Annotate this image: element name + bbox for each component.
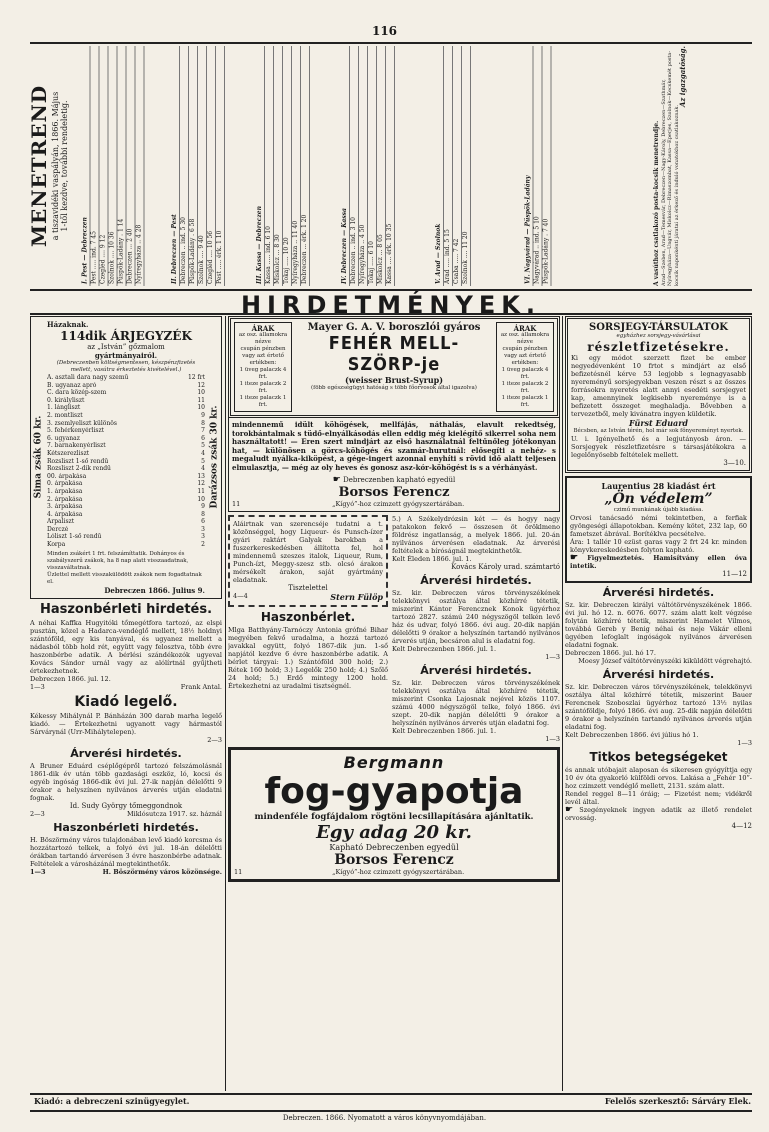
price-item xyxy=(47,533,205,541)
mayer-price-line: 1 iteze palaczk 1 frt. xyxy=(239,395,287,408)
price-item-price: 6 xyxy=(201,434,205,442)
mayer-note: (föbb egészségügyi hatóság s több főorvosok által igazolva) xyxy=(311,385,477,391)
arv5-date: Kelt Debreczenben 1866. évi július hó 1. xyxy=(565,731,699,739)
mayer-price-line: 1 iteze palaczk 2 frt. xyxy=(239,381,287,394)
col2-right-sub xyxy=(392,515,560,743)
stern-ad xyxy=(228,515,388,607)
arveres1-title: Árverési hirdetés. xyxy=(70,746,182,760)
timetable-row: Szolnok .... 10 36 xyxy=(108,46,117,286)
arveres2-title: Árverési hirdetés. xyxy=(420,573,532,587)
haszon-title: Haszonbérleti hirdetés. xyxy=(39,601,213,617)
price-item-price: 10 xyxy=(197,389,205,397)
sorsjegy-title: SORSJEGY-TÁRSULATOK xyxy=(589,322,728,333)
titkos-num: 4—12 xyxy=(731,822,752,830)
timetable-column xyxy=(410,44,495,288)
price-item-name: B. ugyanaz apró xyxy=(47,381,97,389)
price-item xyxy=(47,374,205,382)
laur-text: Orvosi tanácsadó némi tekintetben, a ferfiak gyöngeségi állapotokban. Kemény kötet, 232 lap, 60 fametszet ábrával. Borítéklva pecsételve. xyxy=(570,514,747,538)
kiado-title: Kiadó legelő. xyxy=(74,693,178,710)
timetable-row: Debreczen ... érk. 1 20 xyxy=(300,46,309,286)
timetable-row: Nagyvárad .. ind. 5 10 xyxy=(533,46,542,286)
price-item-name: Árpaliszt xyxy=(47,518,75,526)
timetable-column-header: IV. Debreczen — Kassa xyxy=(341,46,350,286)
timetable-row: Kassa ..... ind. 6 10 xyxy=(264,46,273,286)
laur-num: 11—12 xyxy=(722,570,747,578)
price-item xyxy=(47,503,205,511)
pointing-hand-icon: ☛ xyxy=(332,474,341,485)
arv5-text: Sz. kir. Debreczen város törvényszékének, telekkönyvi osztálya által közhírré tétetik, miszerint Bauer Ferencnek Szoboszlai ügyérhoz tartozó 13½ nyilas szántóföldje, folyó 1866. évi aug. 25-dik napján délelőtti 9 órakor a helyszínén tartandó nyilvános árverés utján eladatni fog. xyxy=(565,683,752,731)
price-item-price: 10 xyxy=(197,404,205,412)
mayer-ad-body xyxy=(228,418,560,512)
mayer-product: FEHÉR MELL-SZÖRP-je xyxy=(328,333,460,375)
timetable-row: Pest ..... érk. 1 10 xyxy=(215,46,224,286)
timetable-title: MENETREND xyxy=(27,84,51,248)
laur-sub: czimű munkának újabb kiadása. xyxy=(613,507,704,513)
mayer-price-line: vagy azt értető ertékben: xyxy=(504,353,546,366)
arveres2-num-row: 1—3 xyxy=(545,652,560,661)
kiado-text: Kékessy Mihálynál P. Bánházán 300 darab marha legelő kiadó. — Értekezhetni ugyanott vagy hármastól Sárvárynál (Urr-Mihálytelepen). xyxy=(30,711,222,736)
timetable-column xyxy=(155,44,240,288)
stern-greet: Tisztelettel xyxy=(288,583,328,592)
price-item xyxy=(47,435,205,443)
price-item-name: 5. fehérkenyérliszt xyxy=(47,427,105,435)
mayer-sold: ☛ Debreczenben kapható egyedül xyxy=(332,474,456,485)
price-item xyxy=(47,420,205,428)
price-item xyxy=(47,541,205,549)
timetable-row: Miskolcz ... 8 30 xyxy=(273,46,282,286)
column-divider xyxy=(562,316,563,1091)
laur-warn: ☛ Figyelmeztetés. Hamisítvány ellen óva intetik. xyxy=(570,553,747,570)
haszon2-text: H. Böszörmény város tulajdonában levő kiadó korcsma és hozzátartozó telkek, a folyó évi jul. 18-án délelőtti órákban tartandó árverésen 3 évre haszonbérbe adatnak. Feltételek a városházánál megtekinthetők. xyxy=(30,835,222,868)
price-item-price: 12 xyxy=(197,480,205,488)
pricelist-sub2: gyártmányairól. xyxy=(94,351,158,360)
pricelist-footer: Minden zsákért 1 frt. felszámíttatik. Dohányos és szabályszerű zsákok, ha 8 nap alatt visszaadatnak, visszaváltatnak. xyxy=(47,550,189,571)
mayer-price-line: vagy azt értető ertékben: xyxy=(242,353,284,366)
arv4-sign: Moesy József váltótörvényszéki kiküldött végrehajtó. xyxy=(578,657,752,665)
pricelist-footer2: Üzlettel mellett visszakülödött zsákok nem fogadtatnak el. xyxy=(47,571,202,585)
price-item xyxy=(47,389,205,397)
timetable-row: Püspök-Ladány . 6 58 xyxy=(188,46,197,286)
mayer-left-prices: ÁRAK az osz. államokra nézve csupán pénzben vagy azt értető ertékben: 1 üveg palaczk 4 frt. 1 iteze palaczk 2 frt. 1 iteze palaczk 1 frt. xyxy=(234,322,292,412)
arveres3-num-row: 1—3 xyxy=(545,734,560,743)
price-item xyxy=(47,382,205,390)
price-item-price: 12 xyxy=(197,381,205,389)
price-item-price: 5 xyxy=(201,442,205,450)
sorsjegy-note: U. i. Igényelhető és a legjutányosb áron. — Sorsjegyek részletfizetésre s társasjátékokra a legelőnyösebb feltételek mellett. xyxy=(571,435,746,459)
pricelist-ad xyxy=(30,316,222,599)
price-item-name: Rozsliszt 2-dik rendű xyxy=(47,465,111,473)
price-item-name: 1. lángliszt xyxy=(47,404,81,412)
price-item-name: Lóliszt 1-ső rendű xyxy=(47,533,102,541)
column-middle xyxy=(228,316,560,1091)
price-item-name: 3. árpakása xyxy=(47,503,83,511)
price-item-price: 9 xyxy=(201,411,205,419)
sorsjegy-sub: egyházhez sorsjegy-vásárlásai xyxy=(616,333,701,339)
bergmann-ad xyxy=(228,747,560,882)
footer-bottom-rule xyxy=(30,1110,752,1112)
timetable-row: Püspök-Ladány . 7 40 xyxy=(542,46,551,286)
timetable-row: Nyíregyháza .. 4 28 xyxy=(135,46,144,286)
price-item xyxy=(47,496,205,504)
price-item xyxy=(47,465,205,473)
mayer-price-line: az osz. államokra nézve xyxy=(238,332,288,345)
price-item-price: 13 xyxy=(197,472,205,480)
timetable xyxy=(27,44,752,288)
price-item xyxy=(47,511,205,519)
price-item-price: 4 xyxy=(201,449,205,457)
mayer-body: mindennemű idült köhögések, mellfájás, náthalás, elavult rekedtség, torokbántalmak s tüdő-elnyálkásodás ellen eddig még kielégítő sikerrel soha nem használtatott! — Eren szert mindjárt az első használatnál feltűnőleg jótékonyan hat, — különösen a görcs-köhögés és szamár-hurutnál: elősegíti a nehéz- s megaludt nyálka-kiköpést, a gége-ingert azonnal enyhíti s rövid idő alatt teljesen elmulasztja, — még az oly heves és gonosz asz-kór-köhögést is s a vérhányást. xyxy=(232,420,556,472)
arv4-text: Sz. kir. Debreczen királyi váltótörvényszékének 1866. évi jul. hó 12. n. 6076. 6077. szám alatt kelt végzése folytán közhírré tétetik, miszerint Hamelet Vilmos, továbbá Gereb y Benig néhai és neje Vákár elleni ügyében lefoglalt ingóságok nyilvános árverésen eladatni fognak. xyxy=(565,601,752,649)
price-item-price: 2 xyxy=(201,541,205,549)
price-item-price: 4 xyxy=(201,465,205,473)
timetable-column-header: I. Pest — Debreczen xyxy=(81,46,90,286)
titkos-hours: Rendel reggel 8—11 óráig; — Fizetést nem; vidékről levél által. xyxy=(565,790,752,806)
pricelist-note: (Debreczenben költségmentesen, készpénzfizetés mellett, vasútra érkeztetés kivételével.) xyxy=(56,360,196,373)
mayer-price-line: 1 iteze palaczk 2 frt. xyxy=(501,381,549,394)
price-item xyxy=(47,442,205,450)
price-item-price: 11 xyxy=(197,396,205,404)
arveres2-text: Sz. kir. Debreczen város törvényszékének telekkönyvi osztálya által közhírré tétetik, miszerint Kántor Ferencznek Konok ügyérhoz tartozó 2827. számú 240 négyszögöl telkén levő ház és udvar, folyó 1866. évi aug. 20-dik napján délelőtti 9 órakor a helyszínén tartandó nyilvános árverés utján, becsáron alul is eladatni fog. xyxy=(392,588,560,645)
stern-text: Aláirtnak van szerencséje tudatni a t. közönséggel, hogy Liqueur- és Punsch-ízer gyári raktárt Galyak barokban a fuszerkereskedésben állította fel, hol mindennemű szeszes italok, Liqueur, Rum, Punch-ízt, Meggy-szesz stb. olcsó árakon mérsékelt árakon, saját gyártmány eladatnak. xyxy=(233,519,383,584)
timetable-subtitle-2: 1-től kezdve, további rendeletig. xyxy=(60,100,69,232)
haszon3-title: Haszonbérlet. xyxy=(260,609,356,624)
price-item-name: 2. árpakása xyxy=(47,495,83,503)
timetable-column xyxy=(70,44,155,288)
price-item xyxy=(47,404,205,412)
sorsjegy-text: Ki egy módot szerzett fizet be ember negyedévenként 10 frtot s mindjárt az első befizetésnél kérve 53 legjobb s legnagyasabb nyereményű sorsjegyekban veszen részt s az összes forrásokra nyeretés alatt annyi esedéti sorsjegyet kap, amennyinek legkisebb nyereménye is a befizetett összeget meghaladja. Bővebben a tervezetből, mely kivánatra ingyen küldetik. xyxy=(571,354,746,418)
price-item xyxy=(47,473,205,481)
bergmann-seller-row: 11 „Kígyó”-hoz czimzett gyógyszertárában. xyxy=(234,867,465,876)
timetable-column-header: III. Kassa — Debreczen xyxy=(256,46,265,286)
price-item-name: 6. ugyanaz xyxy=(47,434,80,442)
mayer-name: Mayer G. A. V. boroszlói gyáros xyxy=(307,322,481,333)
titkos-poor: ☛ Szegényeknek ingyen adatik az illető rendelet orvosság. xyxy=(565,805,752,822)
sorsjegy-num: 3—10. xyxy=(723,459,746,467)
price-item xyxy=(47,480,205,488)
price-item-price: 3 xyxy=(201,533,205,541)
bergmann-sold: Kapható Debreczenben egyedül xyxy=(329,842,459,852)
haszon-sign-row: 1—3 Frank Antal. xyxy=(30,682,222,691)
arv5-num-row: 1—3 xyxy=(737,739,752,747)
timetable-row: Nyíregyháza .. 11 40 xyxy=(291,46,300,286)
mayer-price-line: 1 üveg palaczk 4 frt. xyxy=(239,367,287,380)
timetable-column xyxy=(325,44,410,288)
bergmann-seller: Borsos Ferencz xyxy=(334,851,454,868)
arv5-title: Árverési hirdetés. xyxy=(602,668,715,681)
price-item-price: 5 xyxy=(201,457,205,465)
price-item-name: 0. királyliszt xyxy=(47,396,85,404)
mayer-price-line: csupán pénzben xyxy=(240,346,286,352)
price-item-price: 8 xyxy=(201,510,205,518)
stern-sign-row: 4—4 Stern Fülöp xyxy=(233,591,383,602)
szekel-sign: Kovács Károly urad. számtartó xyxy=(451,562,560,571)
price-item-name: 1. árpakása xyxy=(47,487,83,495)
footer-imprint: Debreczen. 1866. Nyomatott a város könyvnyomdájában. xyxy=(282,1114,487,1122)
masthead-bottom-rule xyxy=(30,313,752,315)
pricelist-tag: Házaknak. xyxy=(47,320,89,329)
price-item xyxy=(47,450,205,458)
price-item-name: Derczé xyxy=(47,525,69,533)
bergmann-sub: mindenféle fogfájdalom rögtöni lecsillapítására ajánltatik. xyxy=(254,811,534,822)
price-item xyxy=(47,518,205,526)
timetable-column-header: V. Arad — Szolnok xyxy=(435,46,444,286)
pointing-hand-icon: ☛ xyxy=(570,553,579,563)
price-item xyxy=(47,458,205,466)
timetable-row: Csaba ..... 7 42 xyxy=(452,46,461,286)
arveres2-date: Kelt Debreczenben 1866. jul. 1. xyxy=(392,644,497,653)
arveres3-text: Sz. kir. Debreczen város törvényszékének telekkönyvi osztálya által közhírré tétetik, miszerint Csonka Lajosnak nejével közös 1107. számú 4000 négyszögöl telke, folyó 1866. évi szept. 20-dik napján délelőtti 9 órakor a helyszínén nyilvános árverés utján eladatni fog. xyxy=(392,678,560,727)
pricelist-side-right: Darázsos zsák 30 kr. xyxy=(209,405,220,509)
price-item-name: C. dara közép-szem xyxy=(47,389,107,397)
price-item-name: 7. barnakenyérliszt xyxy=(47,442,106,450)
price-item-price: 6 xyxy=(201,518,205,526)
price-item-price: 7 xyxy=(201,427,205,435)
arv4-title: Árverési hirdetés. xyxy=(602,586,715,599)
price-item-price: 12 frt xyxy=(187,374,205,381)
price-item xyxy=(47,427,205,435)
timetable-row: Pest ..... ind. 7 45 xyxy=(90,46,99,286)
timetable-row: Czegléd .... 9 12 xyxy=(99,46,108,286)
sorsjegy-sign: Fürst Eduard xyxy=(628,418,689,428)
laur-price: Ára: 1 tallér 10 ezüst garas vagy 2 frt 24 kr. minden könyvkereskedésben folyton kapható. xyxy=(570,538,747,554)
timetable-row: Czegléd .... 10 56 xyxy=(206,46,215,286)
arveres1-sign: Id. Sudy György tőmeggondnok xyxy=(69,801,183,810)
column-right xyxy=(565,316,752,1091)
price-item-name: A. asztali dara nagy szemű xyxy=(47,374,129,381)
szekel-date: Kelt Éleden 1866. jul. 1. xyxy=(392,554,472,563)
price-item xyxy=(47,397,205,405)
bergmann-name: Bergmann xyxy=(343,752,445,772)
mayer-price-line: 1 üveg palaczk 4 frt. xyxy=(501,367,549,380)
footer-right: Felelős szerkesztő: Sárváry Elek. xyxy=(604,1096,751,1106)
price-list xyxy=(47,374,205,549)
laur-title: „Ön védelem” xyxy=(604,491,713,507)
timetable-row: Miskolcz ... 8 05 xyxy=(376,46,385,286)
timetable-title-block xyxy=(27,44,69,288)
mayer-seller-row: 11 „Kígyó”-hoz czimzett gyógyszertárában. xyxy=(232,499,465,508)
price-item-name: 4. árpakása xyxy=(47,510,83,518)
timetable-row: Debreczen .. ind. 3 10 xyxy=(349,46,358,286)
price-item-name: 00. árpakása xyxy=(47,472,87,480)
sorsjegy-big: részletfizetésekre. xyxy=(587,340,730,354)
mayer-right-prices: ÁRAK az osz. államokra nézve csupán pénzben vagy azt értető ertékben: 1 üveg palaczk 4 frt. 1 iteze palaczk 2 frt. 1 iteze palaczk 1 frt. xyxy=(496,322,554,412)
haszon2-title: Haszonbérleti hirdetés. xyxy=(53,820,199,834)
haszon3-text: Mlga Batthyány-Tarnóczy Antonia grófné Bihar megyében fekvő uradalma, a hozzá tartozó javakkal együtt, folyó 1867-dik jun. 1-ső napjától kezdve 6 évre haszonbérbe adatik. A bérlet tárgyai: 1.) Szántóföld 300 hold; 2.) Rétek 160 hold; 3.) Legelők 250 hold; 4.) Szőlő 24 hold; 5.) Erdő mintegy 1200 hold. Értekezhetni az uradalmi tisztségnél. xyxy=(228,625,388,690)
mayer-price-line: csupán pénzben xyxy=(502,346,548,352)
arveres1-loc-row: 2—3 Miklósutcza 1917. sz. háznál xyxy=(30,809,222,818)
price-item xyxy=(47,488,205,496)
arveres3-title: Árverési hirdetés. xyxy=(420,663,532,677)
titkos-text: és annak utóbajait alaposan és sikeresen gyógyíttja egy 10 év óta gyakorló külföldi orvos. Lakása a „Fehér 10”-hoz czimzett vendéglő mellett, 2131. szám alatt. xyxy=(565,766,752,790)
sorsjegy-ad xyxy=(565,316,752,473)
timetable-row: Debreczen .. ind. 5 30 xyxy=(179,46,188,286)
haszon2-sign-row: 1—3 H. Böszörmény város közönsége. xyxy=(30,867,222,876)
price-item-name: Kétszerezliszt xyxy=(47,449,90,457)
laurentius-ad xyxy=(565,476,752,583)
sorsjegy-addr: Bécsben, az István térén, hol már sok főnyereményt nyertek. xyxy=(573,428,744,434)
timetable-column xyxy=(240,44,325,288)
column-divider xyxy=(225,316,226,1091)
mayer-ad xyxy=(228,316,560,418)
timetable-row: Szolnok .... 9 40 xyxy=(197,46,206,286)
mayer-sub: (weisser Brust-Syrup) xyxy=(344,375,444,385)
pricelist-title: 114dik ÁRJEGYZÉK xyxy=(60,329,192,343)
footer-left: Kiadó: a debreczeni szinügyegylet. xyxy=(34,1096,190,1106)
price-item xyxy=(47,526,205,534)
haszon-text: A néhai Kaffka Hugyitóki tőmegétfora tartozó, az elspi pusztán, közel a Hadarca-vendéglő mellett, 18½ holdnyi szántóföld, egy kis tanyával, és ugyanez mellett a nádasból több hold rét, együtt vagy felosztva, több évre haszonbérbe adatik. A bérlési szándékozók ugyeval Kovács Sándor urnál vagy az alólírtnál gyűjtheti értekezhetnek. xyxy=(30,618,222,675)
timetable-column-header: VI. Nagyvárad — Püspök-Ladány xyxy=(524,46,533,286)
pricelist-date: Debreczen 1866. Julius 9. xyxy=(104,585,205,595)
notes-footer: Az igazgatóság. xyxy=(677,46,687,108)
mayer-price-line: az osz. államokra nézve xyxy=(500,332,550,345)
price-item-name: 3. zsemlyeliszt különös xyxy=(47,419,117,427)
timetable-row: Nyíregyháza .. 4 50 xyxy=(358,46,367,286)
arveres3-date: Kelt Debreczenben 1866. jul. 1. xyxy=(392,726,497,735)
price-item-name: 0. árpakása xyxy=(47,480,83,488)
notes-title: A vasúthoz csatlakozó posta-kocsik menetrendje. xyxy=(652,120,660,286)
pointing-hand-icon: ☛ xyxy=(565,805,574,815)
price-item-price: 3 xyxy=(201,525,205,533)
price-item-price: 10 xyxy=(197,495,205,503)
col2-left-sub xyxy=(228,515,388,743)
titkos-title: Titkos betegségeket xyxy=(589,750,728,764)
bergmann-product: fog-gyapotja xyxy=(264,770,524,812)
price-item-name: Korpa xyxy=(47,541,66,549)
price-item-price: 11 xyxy=(197,487,205,495)
notes-text: Arad—Szeben, Arad—Temesvár, Debreczen—Nagy-Károly, Debreczen—Szathmár, Nyíregyháza—Ungvár, Miskolcz—Rimaszombat, Kassa—Eperjes, Szolnok—Kecskemét posta-kocsik naponkénti járatai az érkező és induló vonatokhoz csatlakoznak. xyxy=(660,50,680,286)
timetable-column-header: II. Debreczen — Pest xyxy=(171,46,180,286)
laur-head: Laurentius 28 kiadást ért xyxy=(601,481,716,491)
kiado-num-row: 2—3 xyxy=(207,735,222,744)
masthead: HIRDETMÉNYEK. xyxy=(240,291,542,319)
mayer-price-line: 1 iteze palaczk 1 frt. xyxy=(501,395,549,408)
timetable-subtitle-1: a tiszavidéki vaspályán, 1866. Május xyxy=(51,91,60,241)
bergmann-price: Egy adag 20 kr. xyxy=(316,821,472,843)
price-item-name: 2. montliszt xyxy=(47,411,83,419)
timetable-column xyxy=(495,44,580,288)
arv4-date: Debreczen 1866. jul. hó 17. xyxy=(565,649,656,657)
mayer-seller: Borsos Ferencz xyxy=(338,484,450,500)
timetable-row: Debreczen ... 2 40 xyxy=(126,46,135,286)
szekel-text: 5.) A Székelydrózsin két — és hogyy nagy patakokon fekvő — összesen öt öröklmeno földrész ingatlanság, a melyek 1866. jul. 20-án nyilvános árverésen eladatnak. Az árverési feltételek a bíróságnál megtekinthetők. xyxy=(392,514,560,555)
timetable-row: Püspök-Ladány . 1 14 xyxy=(117,46,126,286)
page-number: 116 xyxy=(371,24,398,38)
price-item-name: Rozsliszt 1-ső rendű xyxy=(47,457,109,465)
timetable-row: Tokaj ..... 10 20 xyxy=(282,46,291,286)
column-left xyxy=(30,316,222,1091)
haszon-date: Debreczen 1866. jul. 12. xyxy=(30,674,111,683)
pricelist-sub1: az „István” gőzmalom xyxy=(87,343,165,351)
timetable-row: Tokaj ..... 6 10 xyxy=(367,46,376,286)
footer-top-rule xyxy=(30,1093,752,1095)
arveres1-text: A Bruner Eduárd cséplőgépről tartozó felszámolásnál 1861-dik év után több gazdasági eszköz, ló, kocsi és egyéb ingóság 1866-dik évi jul. 27-ik napján délelőtti 9 órakor a helyszínen nyilvános árverés utján eladatni fognak. xyxy=(30,761,222,802)
timetable-row: Kassa .... érk. 10 35 xyxy=(385,46,394,286)
price-item-price: 8 xyxy=(201,419,205,427)
timetable-row: Arad ..... ind. 5 15 xyxy=(443,46,452,286)
price-item-price: 9 xyxy=(201,503,205,511)
timetable-notes xyxy=(590,44,750,288)
price-item xyxy=(47,412,205,420)
pricelist-side-left: Sima zsák 60 kr. xyxy=(33,415,44,499)
timetable-row: Szolnok .... 11 20 xyxy=(461,46,470,286)
